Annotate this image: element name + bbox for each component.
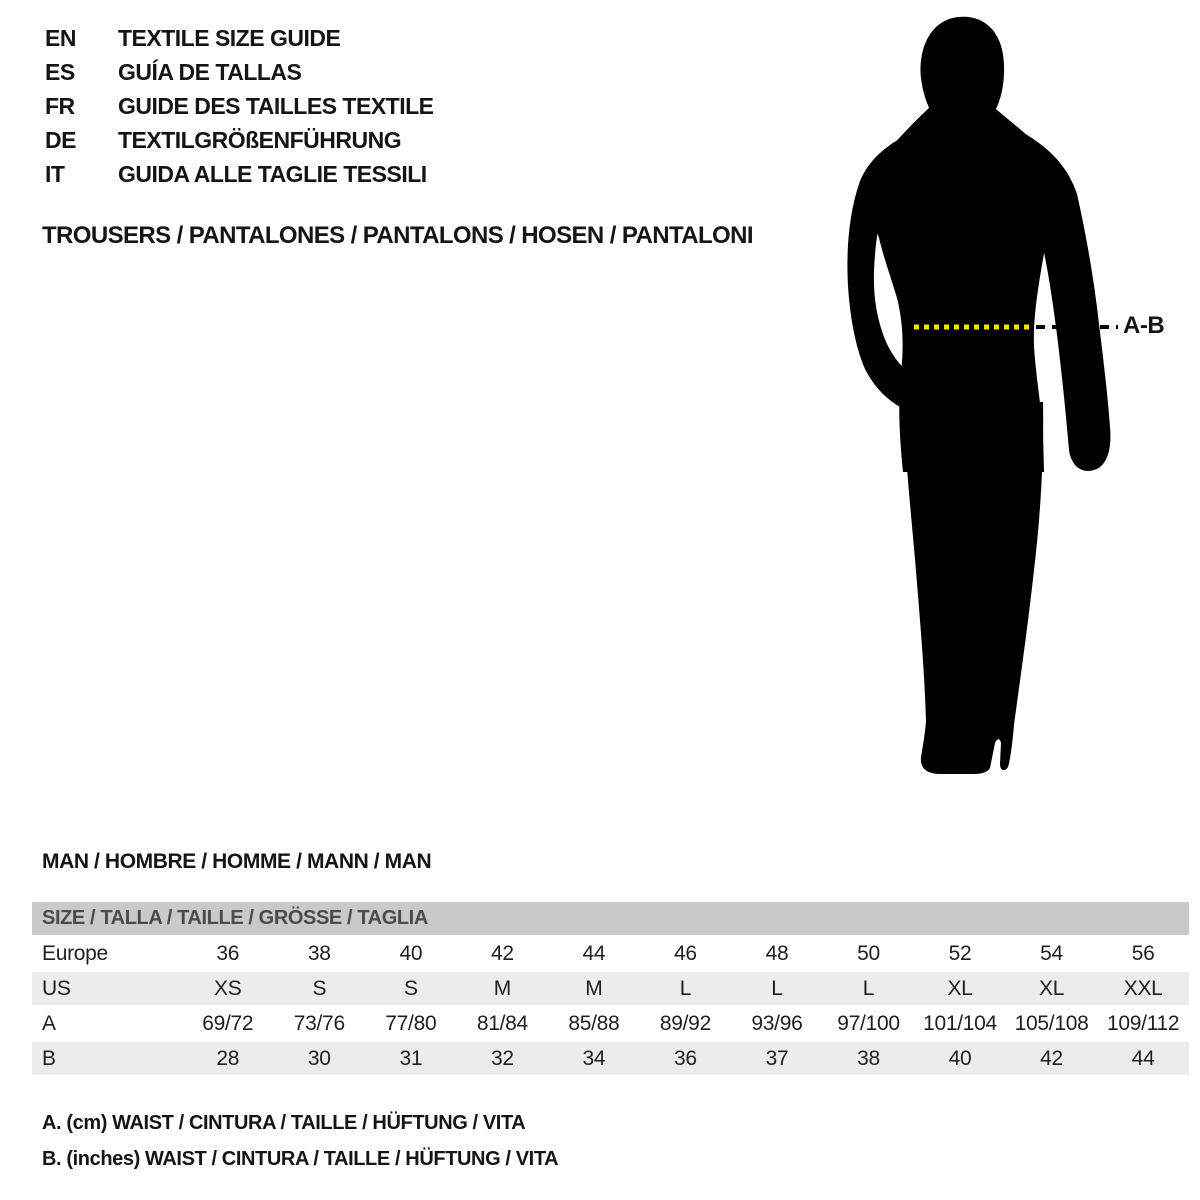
table-cell: 89/92 [640, 1006, 732, 1041]
language-title: TEXTILE SIZE GUIDE [118, 25, 341, 51]
table-cell: 36 [640, 1041, 732, 1075]
table-cell: 101/104 [914, 1006, 1006, 1041]
language-title: TEXTILGRÖßENFÜHRUNG [118, 127, 402, 153]
table-cell: XL [1006, 971, 1098, 1006]
table-row-us [32, 971, 1189, 1006]
table-cell: 44 [1097, 1041, 1189, 1075]
footnote-b-inches: B. (inches) WAIST / CINTURA / TAILLE / HÜFTUNG / VITA [42, 1148, 559, 1170]
table-cell: 38 [274, 936, 366, 971]
table-cell: XL [914, 971, 1006, 1006]
table-cell: 93/96 [731, 1006, 823, 1041]
table-cell: 31 [365, 1041, 457, 1075]
table-cell: 42 [1006, 1041, 1098, 1075]
language-code: EN [45, 25, 76, 51]
measure-label-ab: A-B [1123, 312, 1165, 339]
language-title: GUIDE DES TAILLES TEXTILE [118, 93, 434, 119]
table-cell: L [731, 971, 823, 1006]
row-label-b: B [32, 1041, 182, 1075]
table-cell: 85/88 [548, 1006, 640, 1041]
row-label-a: A [32, 1006, 182, 1041]
table-cell: S [365, 971, 457, 1006]
language-title: GUIDA ALLE TAGLIE TESSILI [118, 161, 427, 187]
table-cell: 30 [274, 1041, 366, 1075]
table-cell: 109/112 [1097, 1006, 1189, 1041]
size-table-header-row [32, 902, 1189, 936]
table-row-a-cm [32, 1006, 1189, 1041]
table-cell: L [823, 971, 915, 1006]
table-cell: M [548, 971, 640, 1006]
table-cell: 97/100 [823, 1006, 915, 1041]
table-row-europe [32, 936, 1189, 971]
table-cell: XS [182, 971, 274, 1006]
language-code: DE [45, 127, 76, 153]
table-cell: 38 [823, 1041, 915, 1075]
size-table-header: SIZE / TALLA / TAILLE / GRÖSSE / TAGLIA [32, 902, 1189, 936]
language-code: IT [45, 161, 65, 187]
table-cell: L [640, 971, 732, 1006]
category-title: TROUSERS / PANTALONES / PANTALONS / HOSEN / PANTALONI [42, 222, 753, 249]
footnote-a-cm: A. (cm) WAIST / CINTURA / TAILLE / HÜFTUNG / VITA [42, 1112, 526, 1134]
size-table [32, 902, 1189, 1075]
row-label-europe: Europe [32, 936, 182, 971]
table-cell: 28 [182, 1041, 274, 1075]
table-cell: 77/80 [365, 1006, 457, 1041]
table-cell: M [457, 971, 549, 1006]
language-title: GUÍA DE TALLAS [118, 59, 302, 85]
table-cell: 52 [914, 936, 1006, 971]
table-cell: 44 [548, 936, 640, 971]
table-cell: 105/108 [1006, 1006, 1098, 1041]
table-cell: 73/76 [274, 1006, 366, 1041]
table-cell: 37 [731, 1041, 823, 1075]
section-title-man: MAN / HOMBRE / HOMME / MANN / MAN [42, 850, 432, 873]
legs-shape [903, 402, 1043, 774]
table-cell: 36 [182, 936, 274, 971]
table-cell: 32 [457, 1041, 549, 1075]
table-cell: 40 [914, 1041, 1006, 1075]
table-cell: 50 [823, 936, 915, 971]
table-cell: 42 [457, 936, 549, 971]
language-code: FR [45, 93, 75, 119]
table-cell: 34 [548, 1041, 640, 1075]
table-cell: 69/72 [182, 1006, 274, 1041]
table-row-b-inches [32, 1041, 1189, 1075]
table-cell: XXL [1097, 971, 1189, 1006]
table-cell: 46 [640, 936, 732, 971]
language-code: ES [45, 59, 75, 85]
row-label-us: US [32, 971, 182, 1006]
table-cell: 48 [731, 936, 823, 971]
table-cell: 40 [365, 936, 457, 971]
table-cell: 81/84 [457, 1006, 549, 1041]
table-cell: 54 [1006, 936, 1098, 971]
table-cell: S [274, 971, 366, 1006]
table-cell: 56 [1097, 936, 1189, 971]
